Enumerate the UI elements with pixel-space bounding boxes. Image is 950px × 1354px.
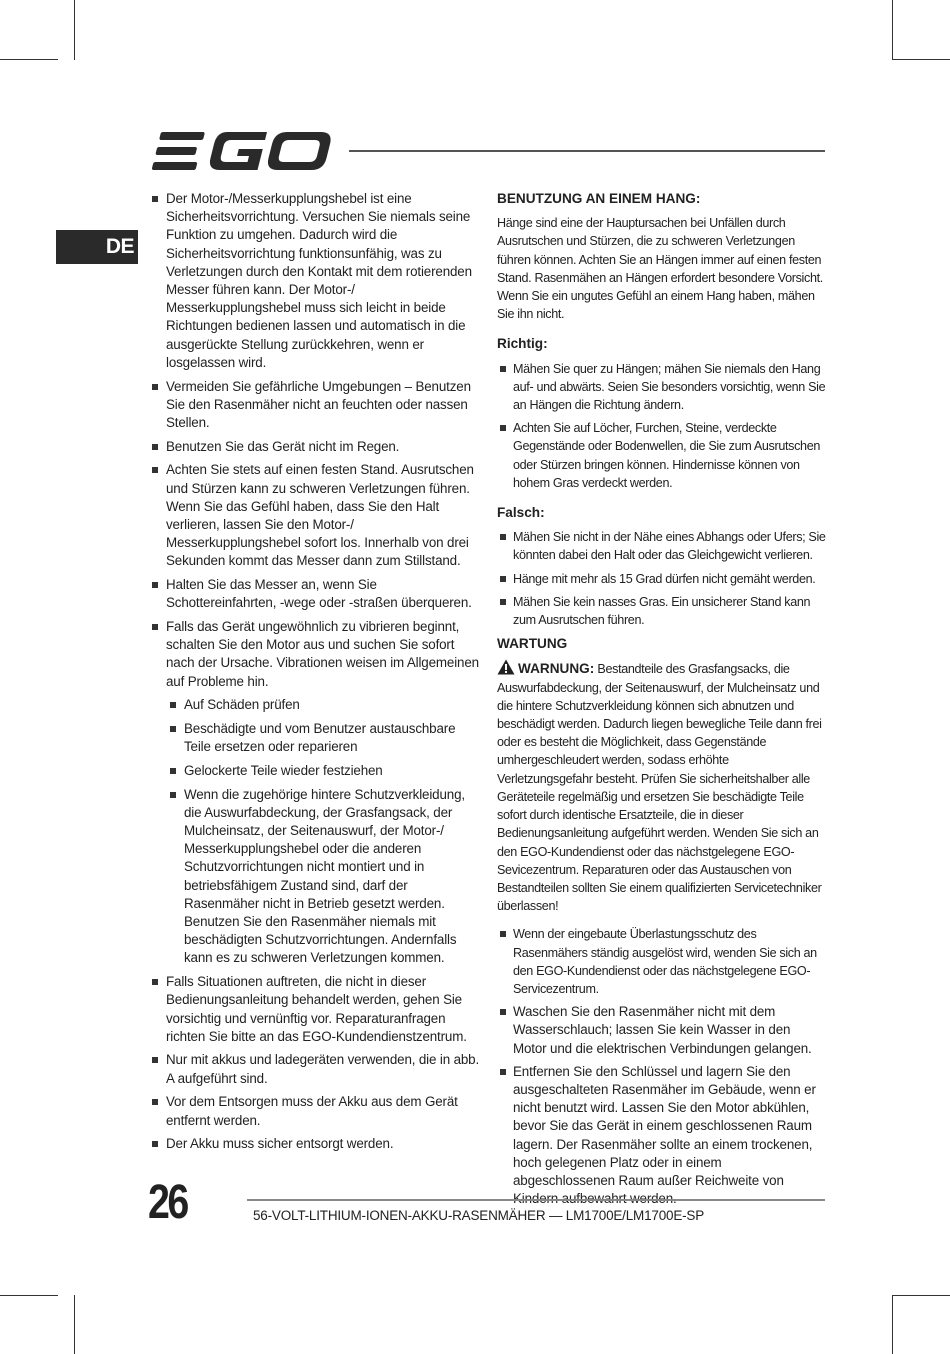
list-item: Mähen Sie quer zu Hängen; mähen Sie niemals den Hang auf- und abwärts. Seien Sie besonders vorsichtig, wenn Sie an Hängen die Richtung ändern. [497, 360, 827, 415]
list-item-text: Falls das Gerät ungewöhnlich zu vibrieren beginnt, schalten Sie den Motor aus und suchen Sie sofort nach der Ursache. Vibrationen weisen im Allgemeinen auf Probleme hin. [166, 618, 479, 689]
list-item: Falls Situationen auftreten, die nicht in dieser Bedienungsanleitung behandelt werden, gehen Sie vorsichtig und vernünftig vor. Reparaturanfragen richten Sie bitte an das EGO-Kundendienstzentrum. [150, 973, 480, 1046]
ego-logo [148, 128, 333, 174]
list-item: Entfernen Sie den Schlüssel und lagern Sie den ausgeschalteten Rasenmäher im Gebäude, wenn er nicht benutzt wird. Lassen Sie den Motor abkühlen, bevor Sie das Gerät in einem geschlossenen Raum lagern. Der Rasenmäher sollte an einem trockenen, hoch gelegenen Platz oder in einem abgeschlossenen Raum außer Reichweite von [497, 1063, 827, 1209]
list-item: Der Akku muss sicher entsorgt werden. [150, 1135, 480, 1153]
warning-triangle-icon [497, 659, 515, 675]
list-item: Vermeiden Sie gefährliche Umgebungen – Benutzen Sie den Rasenmäher nicht an feuchten oder nassen Stellen. [150, 378, 480, 433]
wrong-list [497, 528, 827, 629]
slope-intro: Hänge sind eine der Hauptursachen bei Unfällen durch Ausrutschen und Stürzen, die zu schweren Verletzungen führen können. Achten Sie an Hängen immer auf einen festen Stand. Rasenmähen an Hängen erfordert besondere Vorsicht. Wenn Sie ein ungutes Gefühl an einem Hang haben, mähen Sie ihn nicht. [497, 216, 823, 322]
list-item: Mähen Sie kein nasses Gras. Ein unsicherer Stand kann zum Ausrutschen führen. [497, 593, 827, 629]
sub-list-item: Gelockerte Teile wieder festziehen [168, 762, 480, 780]
list-item: Nur mit akkus und ladegeräten verwenden, die in abb. A aufgeführt sind. [150, 1051, 480, 1087]
warning-text: Bestandteile des Grasfangsacks, die Auswurfabdeckung, der Seitenauswurf, der Mulcheinsatz und die hintere Schutzverkleidung können sich abnutzen und beschädigt werden. Dadurch liegen bewegliche Teile dann frei oder es besteht die Möglichkeit, dass Gegenstände umhergeschleudert werden, sodass erhöhte Verletzungsgefahr besteht. Prüfen Sie sicherheitshalber alle Geräteteile regelmäßig und ersetzen Sie beschädigte Teile sofort durch identische Ersatzteile, die in dieser Bedienungsanleitung aufgeführt werden. Wenden Sie sich an den EGO-Kundendienst oder das nächstgelegene EGO-Sevicezentrum. Reparaturen oder das Austauschen von Bestandteilen sollten Sie einem qualifizierten Servicetechniker überlassen! [497, 662, 822, 914]
footer-title: 56-VOLT-LITHIUM-IONEN-AKKU-RASENMÄHER — LM1700E/LM1700E-SP [253, 1208, 705, 1223]
left-column [150, 190, 480, 1159]
warning-label: WARNUNG: [518, 661, 595, 677]
crop-mark [74, 0, 75, 60]
correct-list [497, 360, 827, 492]
crop-mark [74, 1295, 75, 1354]
maintenance-heading: WARTUNG [497, 636, 568, 652]
wrong-heading: Falsch: [497, 505, 545, 521]
list-item [150, 618, 480, 968]
header-rule [349, 150, 825, 152]
list-item: Mähen Sie nicht in der Nähe eines Abhangs oder Ufers; Sie könnten dabei den Halt oder das Gleichgewicht verlieren. [497, 528, 827, 564]
sub-list [168, 696, 480, 967]
sub-list-item: Beschädigte und vom Benutzer austauschbare Teile ersetzen oder reparieren [168, 720, 480, 756]
list-item: Wenn der eingebaute Überlastungsschutz des Rasenmähers ständig ausgelöst wird, wenden Sie sich an den EGO-Kundendienst oder das nächstgelegene EGO-Servicezentrum. [497, 925, 827, 998]
warning-paragraph [497, 659, 827, 915]
sub-list-item: Auf Schäden prüfen [168, 696, 480, 714]
correct-heading: Richtig: [497, 336, 548, 352]
list-item: Halten Sie das Messer an, wenn Sie Schottereinfahrten, -wege oder -straßen überqueren. [150, 576, 480, 612]
crop-mark [892, 1295, 950, 1296]
list-item: Achten Sie stets auf einen festen Stand. Ausrutschen und Stürzen kann zu schweren Verletzungen führen. Wenn Sie das Gefühl haben, dass Sie den Halt verlieren, lassen Sie den Motor-/ Messerkupplungshebel sofort los. Innerhalb von drei Sekunden kommt das Messer dann zum Stillstand. [150, 461, 480, 570]
language-tab: DE [56, 230, 138, 264]
list-item: Achten Sie auf Löcher, Furchen, Steine, verdeckte Gegenstände oder Bodenwellen, die Sie zum Ausrutschen oder Stürzen bringen können. Hindernisse können von hohem Gras verdeckt werden. [497, 419, 827, 492]
sub-list-item: Wenn die zugehörige hintere Schutzverkleidung, die Auswurfabdeckung, der Grasfangsack, der Mulcheinsatz, der Seitenauswurf, der Motor-/ Messerkupplungshebel oder die anderen Schutzvorrichtungen nicht montiert und in betriebsfähigem Zustand sind, darf der Rasenmäher nicht in Betrieb gesetzt werden. Benutzen Sie den Rasenmäher niemals mit beschädigten Schutzvorrichtungen. Andernfalls kann es zu schweren Verletzungen kommen. [168, 786, 480, 968]
list-item: Waschen Sie den Rasenmäher nicht mit dem Wasserschlauch; lassen Sie kein Wasser in den Motor und die elektrischen Verbindungen gelangen. [497, 1003, 827, 1058]
list-item: Hänge mit mehr als 15 Grad dürfen nicht gemäht werden. [497, 570, 827, 588]
crop-mark [892, 59, 950, 60]
crop-mark [0, 59, 58, 60]
list-item: Der Motor-/Messerkupplungshebel ist eine Sicherheitsvorrichtung. Versuchen Sie niemals seine Funktion zu umgehen. Dadurch wird die Sicherheitsvorrichtung funktionsunfähig, was zu Verletzungen durch den Kontakt mit dem rotierenden Messer führen kann. Der Motor-/ Messerkupplungshebel muss sich leicht in beide Richtungen bedienen lassen und automatisch in die ausgerückte Stellung zurückkehren, wenn er losgelassen wird. [150, 190, 480, 372]
crop-mark [0, 1295, 58, 1296]
slope-heading: BENUTZUNG AN EINEM HANG: [497, 191, 701, 206]
crop-mark [892, 0, 893, 60]
list-item: Vor dem Entsorgen muss der Akku aus dem Gerät entfernt werden. [150, 1093, 480, 1129]
right-column [497, 190, 827, 1213]
list-item: Benutzen Sie das Gerät nicht im Regen. [150, 438, 480, 456]
safety-list [150, 190, 480, 1153]
crop-mark [892, 1295, 893, 1354]
page-number: 26 [148, 1176, 187, 1229]
footer-rule [247, 1199, 825, 1201]
maintenance-list [497, 925, 827, 1208]
